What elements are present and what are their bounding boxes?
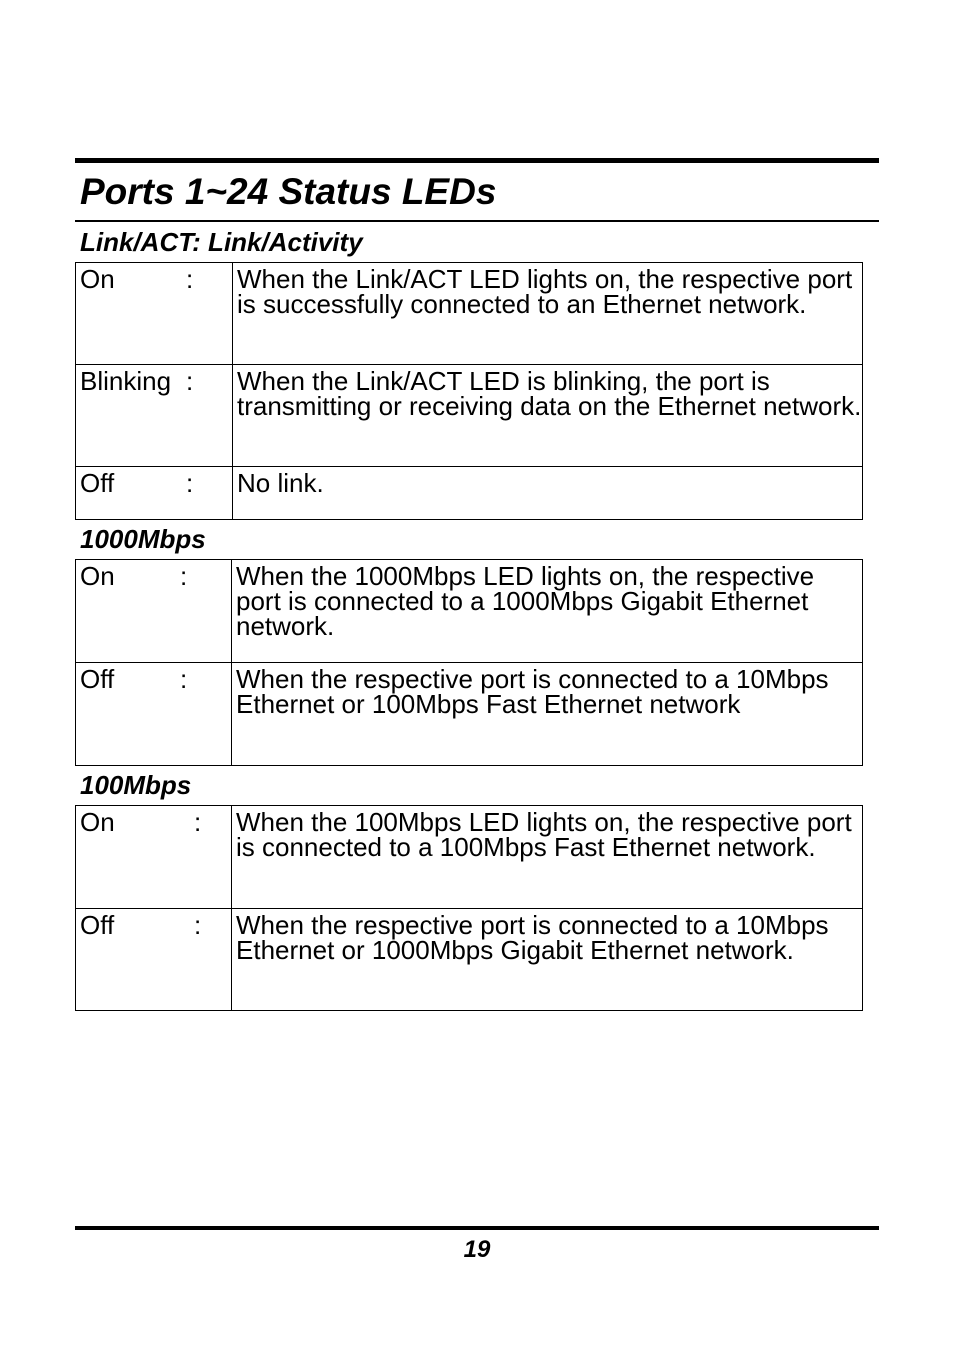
table-row [76, 663, 863, 766]
table-row [76, 365, 863, 467]
state-label: On [80, 807, 115, 837]
state-label: On [80, 264, 115, 294]
state-colon: : [180, 664, 188, 694]
state-colon: : [186, 264, 194, 294]
state-label: Blinking [80, 366, 172, 396]
state-colon: : [180, 561, 188, 591]
state-cell [76, 365, 233, 467]
description-cell: When the 100Mbps LED lights on, the respective port is connected to a 100Mbps Fast Ethernet network. [232, 806, 863, 909]
description-cell: When the Link/ACT LED is blinking, the port is transmitting or receiving data on the Ethernet network. [233, 365, 863, 467]
description-cell: When the respective port is connected to a 10Mbps Ethernet or 100Mbps Fast Ethernet network [232, 663, 863, 766]
state-label: Off [80, 910, 115, 940]
section-heading-100mbps: 100Mbps [80, 770, 192, 800]
state-cell [76, 663, 232, 766]
100mbps-table [75, 805, 863, 1011]
footer-rule [75, 1226, 879, 1230]
state-colon: : [186, 468, 194, 498]
state-cell [76, 806, 232, 909]
state-cell [76, 560, 232, 663]
state-label: Off [80, 468, 115, 498]
top-rule [75, 158, 879, 163]
state-cell [76, 467, 233, 520]
table-row [76, 263, 863, 365]
table-row [76, 467, 863, 520]
state-label: On [80, 561, 115, 591]
section-heading-link-act: Link/ACT: Link/Activity [80, 227, 363, 257]
link-act-table [75, 262, 863, 520]
description-cell: When the 1000Mbps LED lights on, the respective port is connected to a 1000Mbps Gigabit Ethernet network. [232, 560, 863, 663]
state-colon: : [194, 910, 202, 940]
table-row [76, 909, 863, 1011]
description-cell: When the respective port is connected to a 10Mbps Ethernet or 1000Mbps Gigabit Ethernet network. [232, 909, 863, 1011]
state-cell [76, 263, 233, 365]
description-cell: When the Link/ACT LED lights on, the respective port is successfully connected to an Ethernet network. [233, 263, 863, 365]
page-number: 19 [463, 1236, 491, 1263]
description-cell: No link. [233, 467, 863, 520]
state-colon: : [194, 807, 202, 837]
state-cell [76, 909, 232, 1011]
1000mbps-table [75, 559, 863, 766]
section-heading-1000mbps: 1000Mbps [80, 524, 206, 554]
state-label: Off [80, 664, 115, 694]
table-row [76, 560, 863, 663]
title-rule [75, 220, 879, 222]
table-row [76, 806, 863, 909]
state-colon: : [186, 366, 194, 396]
page-title: Ports 1~24 Status LEDs [80, 171, 497, 212]
